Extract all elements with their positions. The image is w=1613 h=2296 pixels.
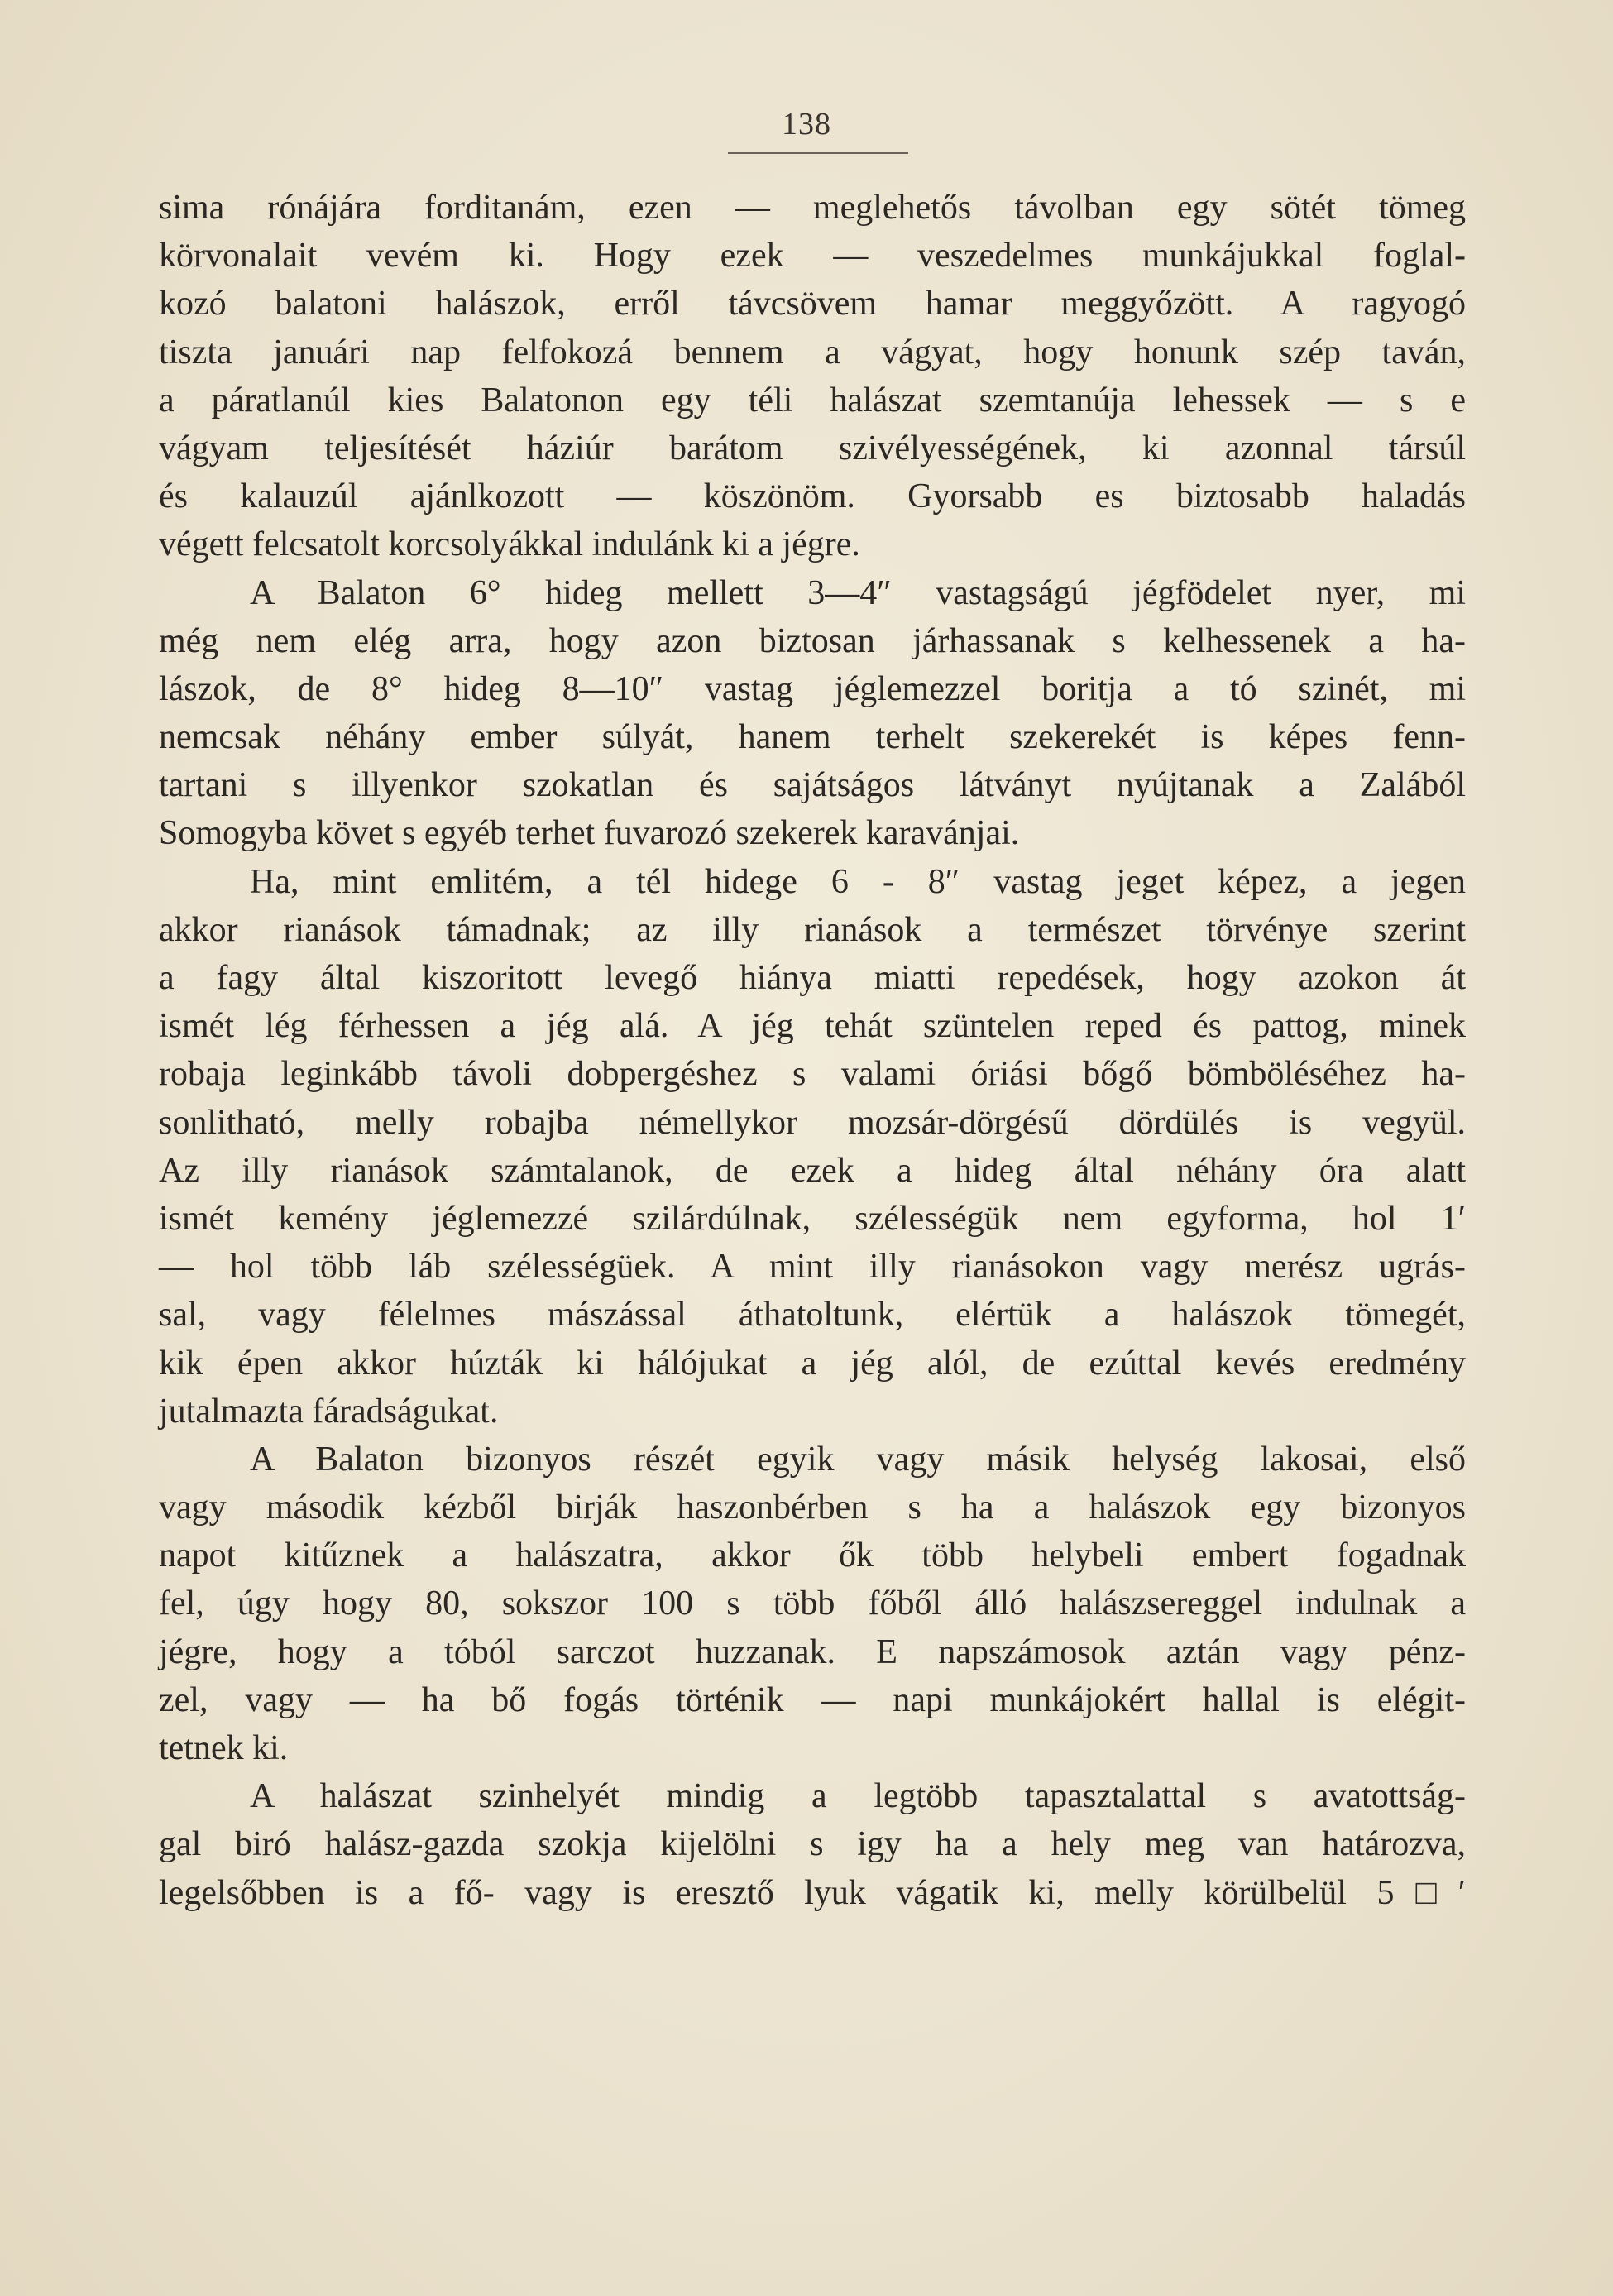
text-line: jégre, hogy a tóból sarczot huzzanak. E napszámosok aztán vagy pénz- xyxy=(159,1632,1466,1671)
text-line: fel, úgy hogy 80, sokszor 100 s több főből álló halászsereggel indulnak a xyxy=(159,1584,1466,1623)
text-line: lászok, de 8° hideg 8—10″ vastag jéglemezzel boritja a tó szinét, mi xyxy=(159,669,1466,708)
text-line: ismét lég férhessen a jég alá. A jég tehát szüntelen reped és pattog, minek xyxy=(159,1007,1466,1046)
text-line: zel, vagy — ha bő fogás történik — napi munkájokért hallal is elégit- xyxy=(159,1680,1466,1719)
text-line: a páratlanúl kies Balatonon egy téli halászat szemtanúja lehessek — s e xyxy=(159,381,1466,419)
text-line: legelsőbben is a fő- vagy is eresztő lyuk vágatik ki, melly körülbelül 5□′ xyxy=(159,1873,1466,1912)
text-line: a fagy által kiszoritott levegő hiánya miatti repedések, hogy azokon át xyxy=(159,959,1466,997)
text-line: kik épen akkor húzták ki hálójukat a jég alól, de ezúttal kevés eredmény xyxy=(159,1344,1466,1383)
text-line: vagy második kézből birják haszonbérben s ha a halászok egy bizonyos xyxy=(159,1488,1466,1527)
text-line: sonlitható, melly robajba némellykor mozsár-dörgésű dördülés is vegyül. xyxy=(159,1103,1466,1142)
text-line: még nem elég arra, hogy azon biztosan járhassanak s kelhessenek a ha- xyxy=(159,621,1466,660)
text-line: napot kitűznek a halászatra, akkor ők több helybeli embert fogadnak xyxy=(159,1536,1466,1575)
text-line: akkor rianások támadnak; az illy rianások a természet törvénye szerint xyxy=(159,910,1466,949)
text-line: Az illy rianások számtalanok, de ezek a hideg által néhány óra alatt xyxy=(159,1151,1466,1190)
text-line: tartani s illyenkor szokatlan és sajátságos látványt nyújtanak a Zalából xyxy=(159,766,1466,805)
text-line: kozó balatoni halászok, erről távcsövem hamar meggyőzött. A ragyogó xyxy=(159,285,1466,324)
text-line: sal, vagy félelmes mászással áthatoltunk, elértük a halászok tömegét, xyxy=(159,1296,1466,1335)
text-line: tetnek ki. xyxy=(159,1729,289,1767)
text-line: A Balaton bizonyos részét egyik vagy másik helység lakosai, első xyxy=(250,1440,1466,1479)
text-line: gal biró halász-gazda szokja kijelölni s igy ha a hely meg van határozva, xyxy=(159,1825,1466,1864)
page-number: 138 xyxy=(782,107,831,141)
body-text xyxy=(159,184,1466,1917)
text-line: tiszta januári nap felfokozá bennem a vágyat, hogy honunk szép taván, xyxy=(159,333,1466,371)
text-line: nemcsak néhány ember súlyát, hanem terhelt szekerekét is képes fenn- xyxy=(159,718,1466,757)
text-line: körvonalait vevém ki. Hogy ezek — veszedelmes munkájukkal foglal- xyxy=(159,237,1466,276)
text-line: Somogyba követ s egyéb terhet fuvarozó szekerek karavánjai. xyxy=(159,814,1020,853)
page-number-rule xyxy=(728,152,908,154)
text-line: — hol több láb szélességüek. A mint illy rianásokon vagy merész ugrás- xyxy=(159,1248,1466,1287)
text-line: jutalmazta fáradságukat. xyxy=(159,1392,499,1431)
text-line: vágyam teljesítését háziúr barátom szivélyességének, ki azonnal társúl xyxy=(159,429,1466,467)
text-line: sima rónájára forditanám, ezen — meglehetős távolban egy sötét tömeg xyxy=(159,189,1466,227)
text-line: A Balaton 6° hideg mellett 3—4″ vastagságú jégfödelet nyer, mi xyxy=(250,573,1466,612)
text-line: és kalauzúl ajánlkozott — köszönöm. Gyorsabb es biztosabb haladás xyxy=(159,477,1466,516)
text-line: ismét kemény jéglemezzé szilárdúlnak, szélességük nem egyforma, hol 1′ xyxy=(159,1199,1466,1238)
text-line: Ha, mint emlitém, a tél hidege 6 - 8″ vastag jeget képez, a jegen xyxy=(250,862,1466,901)
text-line: robaja leginkább távoli dobpergéshez s valami óriási bőgő bömböléséhez ha- xyxy=(159,1055,1466,1094)
text-line: végett felcsatolt korcsolyákkal indulánk ki a jégre. xyxy=(159,525,860,564)
text-line: A halászat szinhelyét mindig a legtöbb tapasztalattal s avatottság- xyxy=(250,1777,1466,1816)
